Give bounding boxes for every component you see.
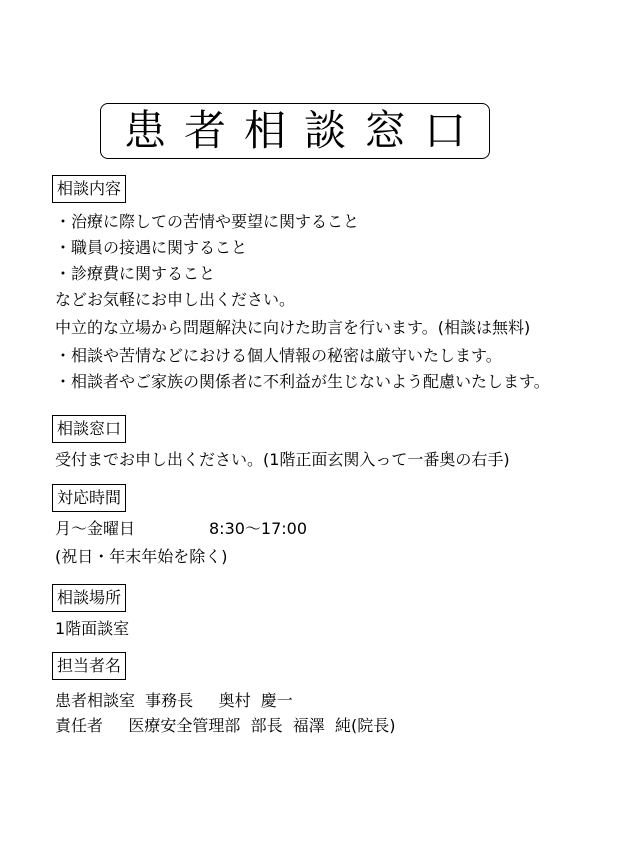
- section-label-staff: 担当者名: [52, 652, 126, 680]
- consult-line-6: ・相談や苦情などにおける個人情報の秘密は厳守いたします。: [55, 346, 502, 365]
- page-title: 患者相談窓口: [123, 106, 484, 155]
- section-label-hours: 対応時間: [52, 484, 126, 512]
- consult-line-2: ・職員の接遇に関すること: [55, 238, 248, 257]
- section-label-consult-content: 相談内容: [52, 175, 126, 203]
- place-text: 1階面談室: [55, 619, 130, 638]
- hours-days: 月～金曜日: [55, 519, 136, 538]
- consult-line-5: 中立的な立場から問題解決に向けた助言を行います。(相談は無料): [55, 318, 531, 337]
- staff-line-1: 患者相談室 事務長 奥村 慶一: [55, 691, 293, 710]
- hours-time: 8:30～17:00: [209, 519, 308, 538]
- consult-line-3: ・診療費に関すること: [55, 264, 216, 283]
- section-label-window: 相談窓口: [52, 415, 126, 443]
- consult-line-7: ・相談者やご家族の関係者に不利益が生じないよう配慮いたします。: [55, 372, 550, 391]
- hours-note: (祝日・年末年始を除く): [55, 547, 228, 566]
- window-text: 受付までお申し出ください。(1階正面玄関入って一番奥の右手): [55, 450, 510, 469]
- title-box: [100, 103, 490, 159]
- staff-line-2: 責任者 医療安全管理部 部長 福澤 純(院長): [55, 716, 396, 735]
- consult-line-1: ・治療に際しての苦情や要望に関すること: [55, 212, 360, 231]
- consult-line-4: などお気軽にお申し出ください。: [55, 290, 296, 309]
- section-label-place: 相談場所: [52, 584, 126, 612]
